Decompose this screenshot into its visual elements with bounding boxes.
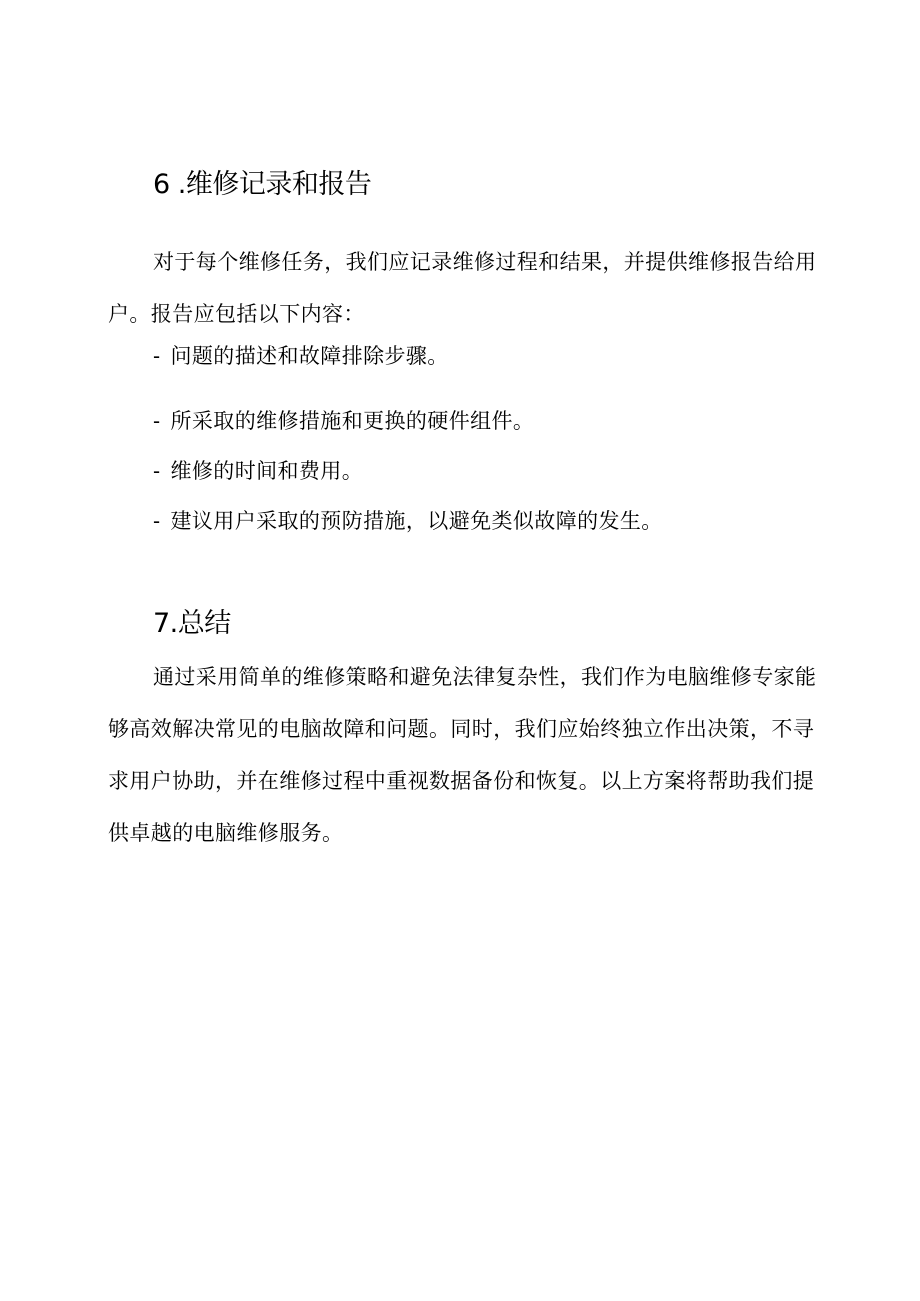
list-item <box>153 406 534 436</box>
bullet-dash: - <box>153 409 161 433</box>
bullet-dash: - <box>153 344 161 368</box>
list-item-text: 问题的描述和故障排除步骤。 <box>170 344 449 368</box>
list-item <box>153 506 663 536</box>
list-item-text: 所采取的维修措施和更换的硬件组件。 <box>170 409 535 433</box>
list-item <box>153 341 449 371</box>
list-item-text: 建议用户采取的预防措施，以避免类似故障的发生。 <box>170 509 663 533</box>
bullet-dash: - <box>153 459 161 483</box>
section-6-heading: 6 .维修记录和报告 <box>153 169 372 200</box>
list-item <box>153 456 363 486</box>
list-item-text: 维修的时间和费用。 <box>170 459 364 483</box>
section-7-heading: 7.总结 <box>153 608 231 639</box>
section-6-paragraph: 对于每个维修任务，我们应记录维修过程和结果，并提供维修报告给用户。报告应包括以下内容： <box>108 250 817 326</box>
section-7-paragraph: 通过采用简单的维修策略和避免法律复杂性，我们作为电脑维修专家能够高效解决常见的电脑故障和问题。同时，我们应始终独立作出决策，不寻求用户协助，并在维修过程中重视数据备份和恢复。以上方案将帮助我们提供卓越的电脑维修服务。 <box>108 665 817 845</box>
bullet-dash: - <box>153 509 161 533</box>
